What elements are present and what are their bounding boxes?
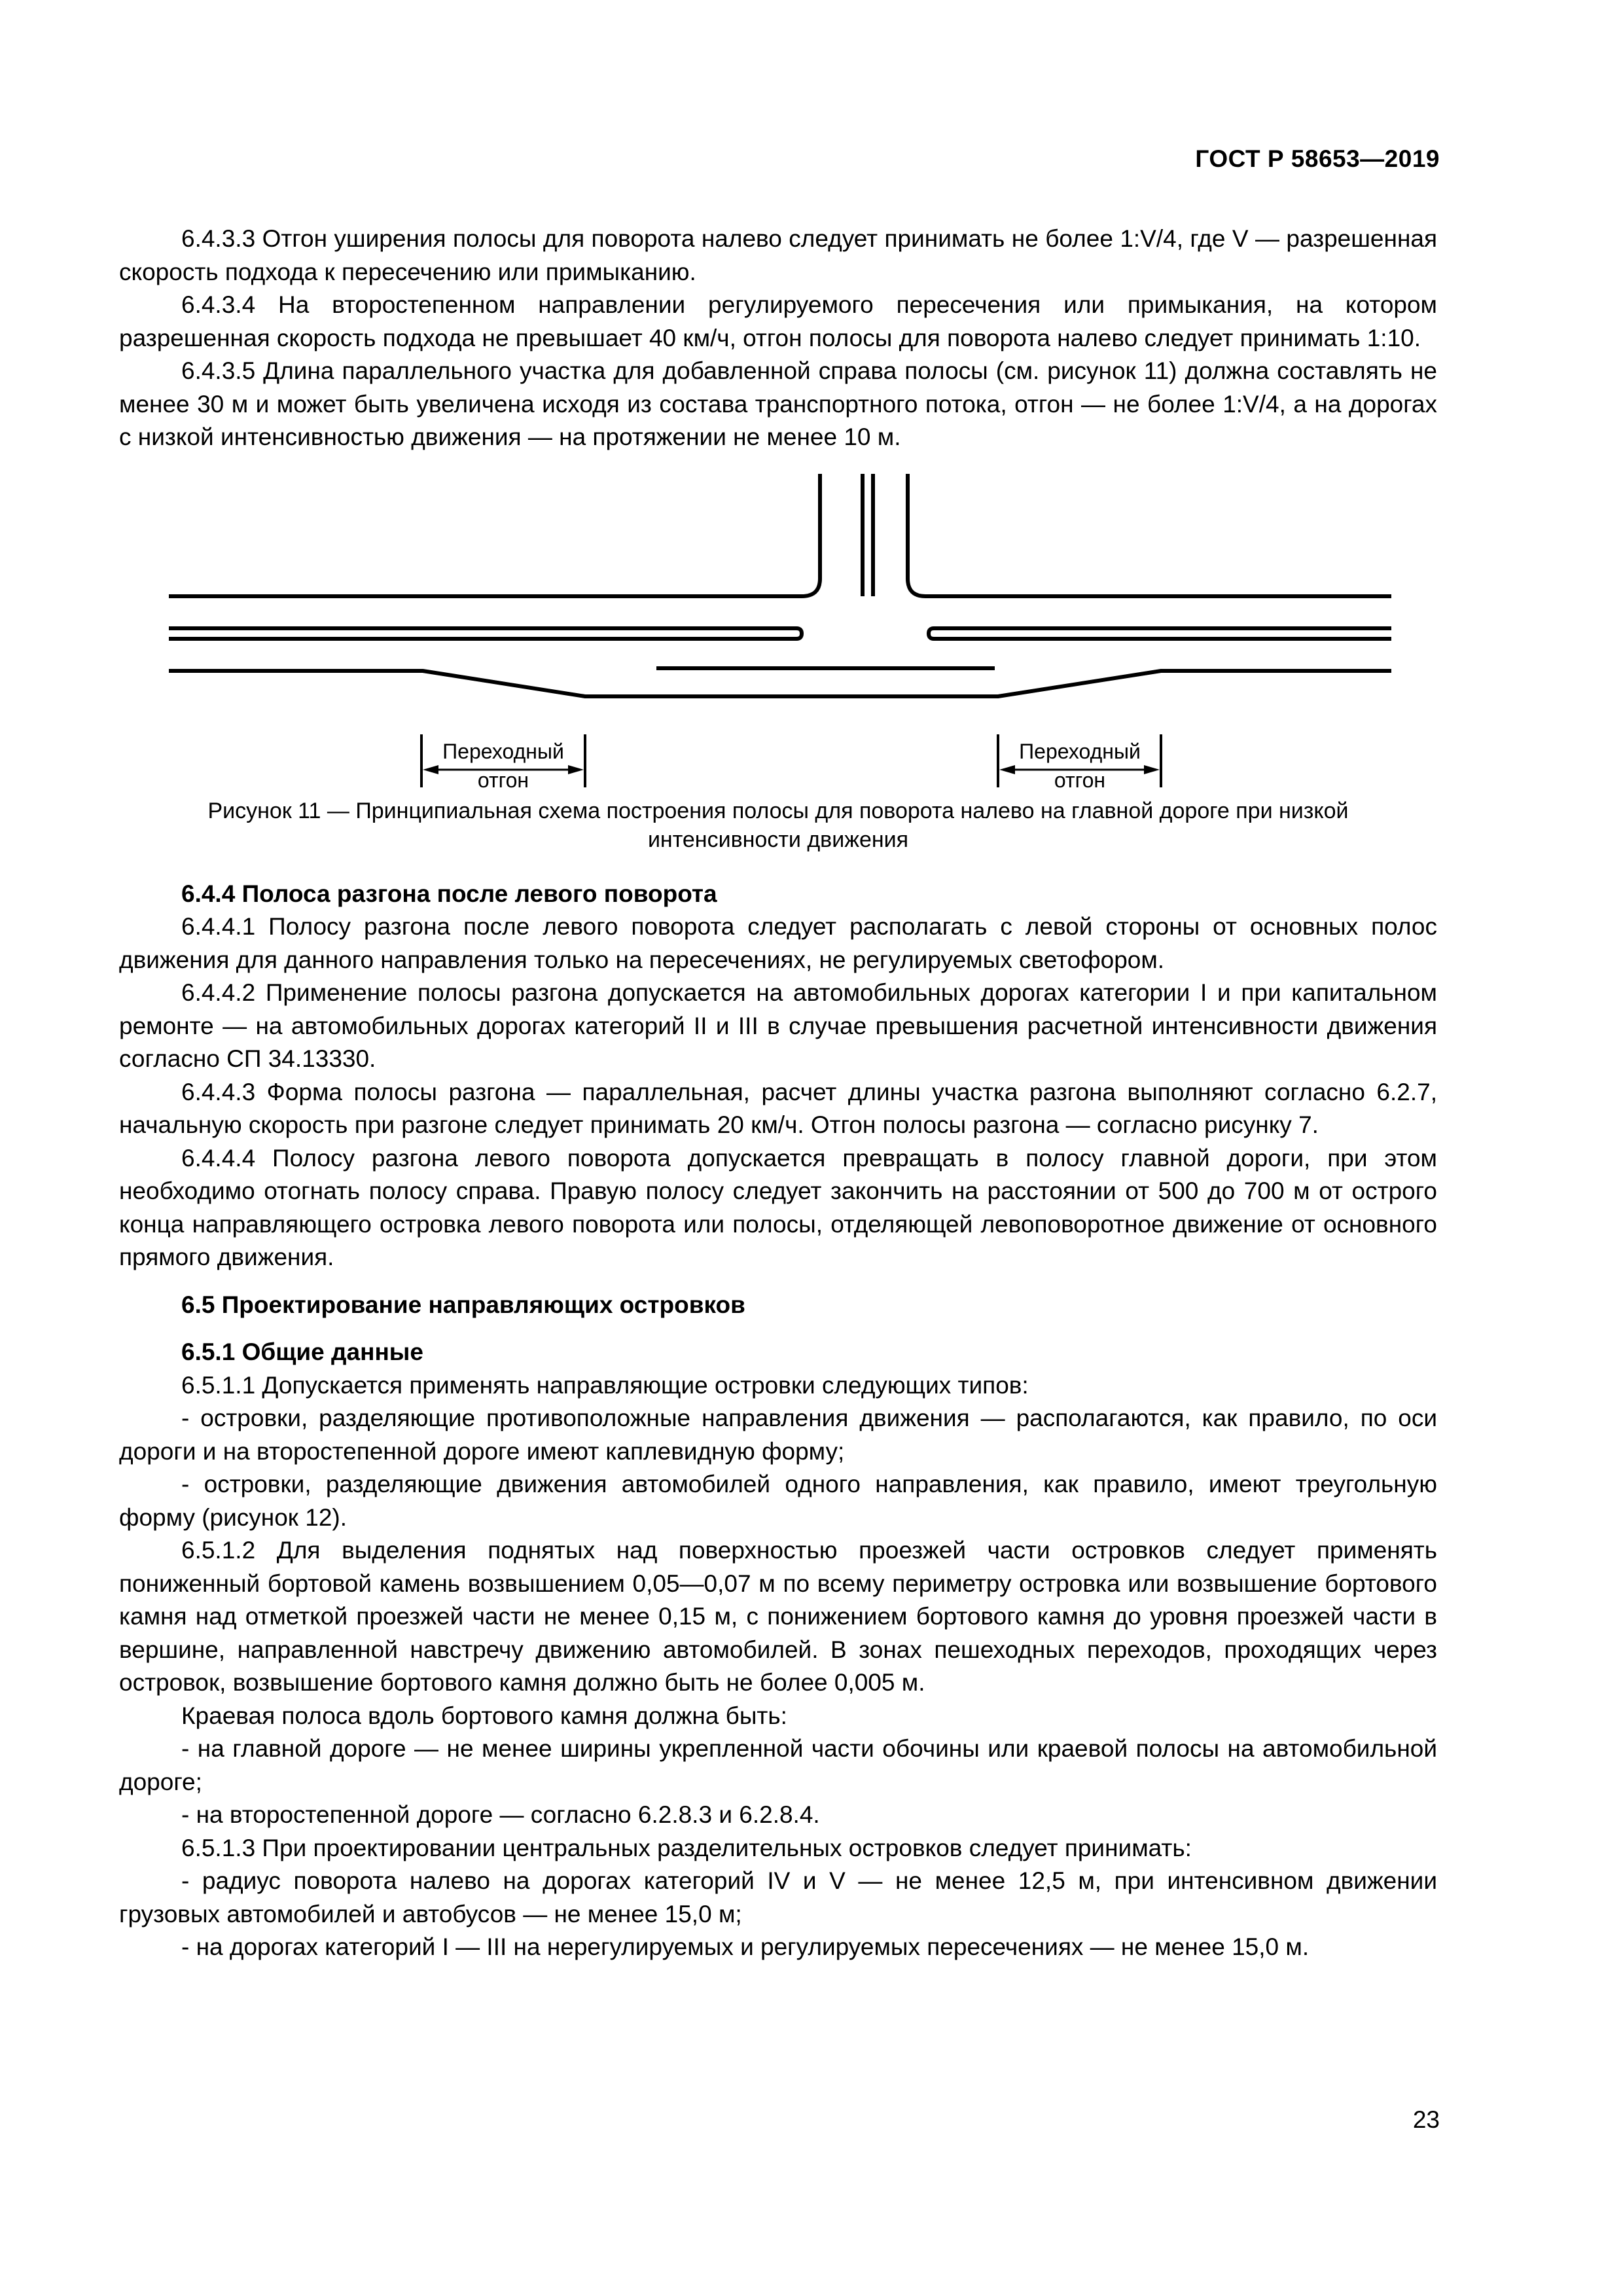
paragraph-6-4-4-4: 6.4.4.4 Полосу разгона левого поворота допускается превращать в полосу главной дороги, при этом необходимо отогнать полосу справа. Правую полосу следует закончить на расстоянии от 500 до 700 м от острого конца направляющего островка левого поворота или полосы, отделяющей левоповоротное движение от основного прямого движения. — [119, 1144, 1437, 1270]
paragraph-6-5-1-3: 6.5.1.3 При проектировании центральных разделительных островков следует принимать: — [181, 1834, 1192, 1861]
paragraph-6-4-4-3: 6.4.4.3 Форма полосы разгона — параллельная, расчет длины участка разгона выполняют согласно 6.2.7, начальную скорость при разгоне следует принимать 20 км/ч. Отгон полосы разгона — согласно рисунку 7. — [119, 1078, 1437, 1138]
heading-6-5-1: 6.5.1 Общие данные — [181, 1338, 423, 1365]
paragraph-edge-strip: Краевая полоса вдоль бортового камня должна быть: — [181, 1702, 787, 1729]
paragraph-6-4-4-2: 6.4.4.2 Применение полосы разгона допускается на автомобильных дорогах категории I и при капитальном ремонте — на автомобильных дорогах категорий II и III в случае превышения расчетной интенсивности движения согласно СП 34.13330. — [119, 979, 1437, 1072]
left-label-line-1: Переходный — [442, 739, 564, 763]
heading-6-4-4: 6.4.4 Полоса разгона после левого поворота — [181, 880, 717, 907]
main-axis-right-1 — [929, 628, 1391, 639]
right-label-line-1: Переходный — [1019, 739, 1141, 763]
page-content — [119, 223, 1437, 1964]
list-item-categories-i-iii: - на дорогах категорий I — III на нерегулируемых и регулируемых пересечениях — не менее 15,0 м. — [181, 1933, 1310, 1960]
paragraph-6-4-4-1: 6.4.4.1 Полосу разгона после левого поворота следует располагать с левой стороны от основных полос движения для данного направления только на пересечениях, не регулируемых светофором. — [119, 913, 1437, 973]
list-item-main-road: - на главной дороге — не менее ширины укрепленной части обочины или краевой полосы на автомобильной дороге; — [119, 1735, 1437, 1795]
main-axis-left-1 — [169, 628, 802, 639]
intersection-diagram — [119, 474, 1437, 791]
road-edge-top-right — [908, 474, 1391, 596]
list-item-drop-islands: - островки, разделяющие противоположные направления движения — располагаются, как правило, по оси дороги и на второстепенной дороге имеют каплевидную форму; — [119, 1405, 1437, 1465]
figure-11-caption: Рисунок 11 — Принципиальная схема построения полосы для поворота налево на главной дороге при низкой интенсивности движения — [207, 798, 1349, 852]
right-label-line-2: отгон — [1054, 768, 1106, 792]
page-number: 23 — [1412, 2106, 1440, 2133]
paragraph-6-4-3-4: 6.4.3.4 На второстепенном направлении регулируемого пересечения или примыкания, на котором разрешенная скорость подхода не превышает 40 км/ч, отгон полосы для поворота налево следует принимать 1:10. — [119, 291, 1437, 351]
paragraph-6-4-3-3: 6.4.3.3 Отгон уширения полосы для поворота налево следует принимать не более 1:V/4, где V — разрешенная скорость подхода к пересечению или примыканию. — [119, 225, 1437, 285]
figure-11 — [119, 474, 1437, 791]
paragraph-6-5-1-1: 6.5.1.1 Допускается применять направляющие островки следующих типов: — [181, 1371, 1029, 1399]
road-edge-bottom — [169, 671, 1391, 696]
right-dimension-label — [1001, 737, 1158, 795]
list-item-turn-radius: - радиус поворота налево на дорогах категорий IV и V — не менее 12,5 м, при интенсивном движении грузовых автомобилей и автобусов — не менее 15,0 м; — [119, 1867, 1437, 1928]
paragraph-6-4-3-5: 6.4.3.5 Длина параллельного участка для добавленной справа полосы (см. рисунок 11) должна составлять не менее 30 м и может быть увеличена исходя из состава транспортного потока, отгон — не более 1:V/4, а на дорогах с низкой интенсивностью движения — на протяжении не менее 10 м. — [119, 357, 1437, 450]
document-code: ГОСТ Р 58653—2019 — [1195, 145, 1440, 172]
paragraph-6-5-1-2: 6.5.1.2 Для выделения поднятых над поверхностью проезжей части островков следует применять пониженный бортовой камень возвышением 0,05—0,07 м по всему периметру островка или возвышение бортового камня над отметкой проезжей части не менее 0,15 м, с понижением бортового камня до уровня проезжей части в вершине, направленной навстречу движению автомобилей. В зонах пешеходных переходов, проходящих через островок, возвышение бортового камня должно быть не более 0,005 м. — [119, 1537, 1437, 1696]
left-dimension-label — [425, 737, 582, 795]
heading-6-5: 6.5 Проектирование направляющих островков — [181, 1291, 745, 1318]
road-edge-top-left — [169, 474, 820, 596]
left-label-line-2: отгон — [477, 768, 529, 792]
list-item-triangle-islands: - островки, разделяющие движения автомобилей одного направления, как правило, имеют треугольную форму (рисунок 12). — [119, 1471, 1437, 1531]
list-item-minor-road: - на второстепенной дороге — согласно 6.2.8.3 и 6.2.8.4. — [181, 1801, 820, 1828]
